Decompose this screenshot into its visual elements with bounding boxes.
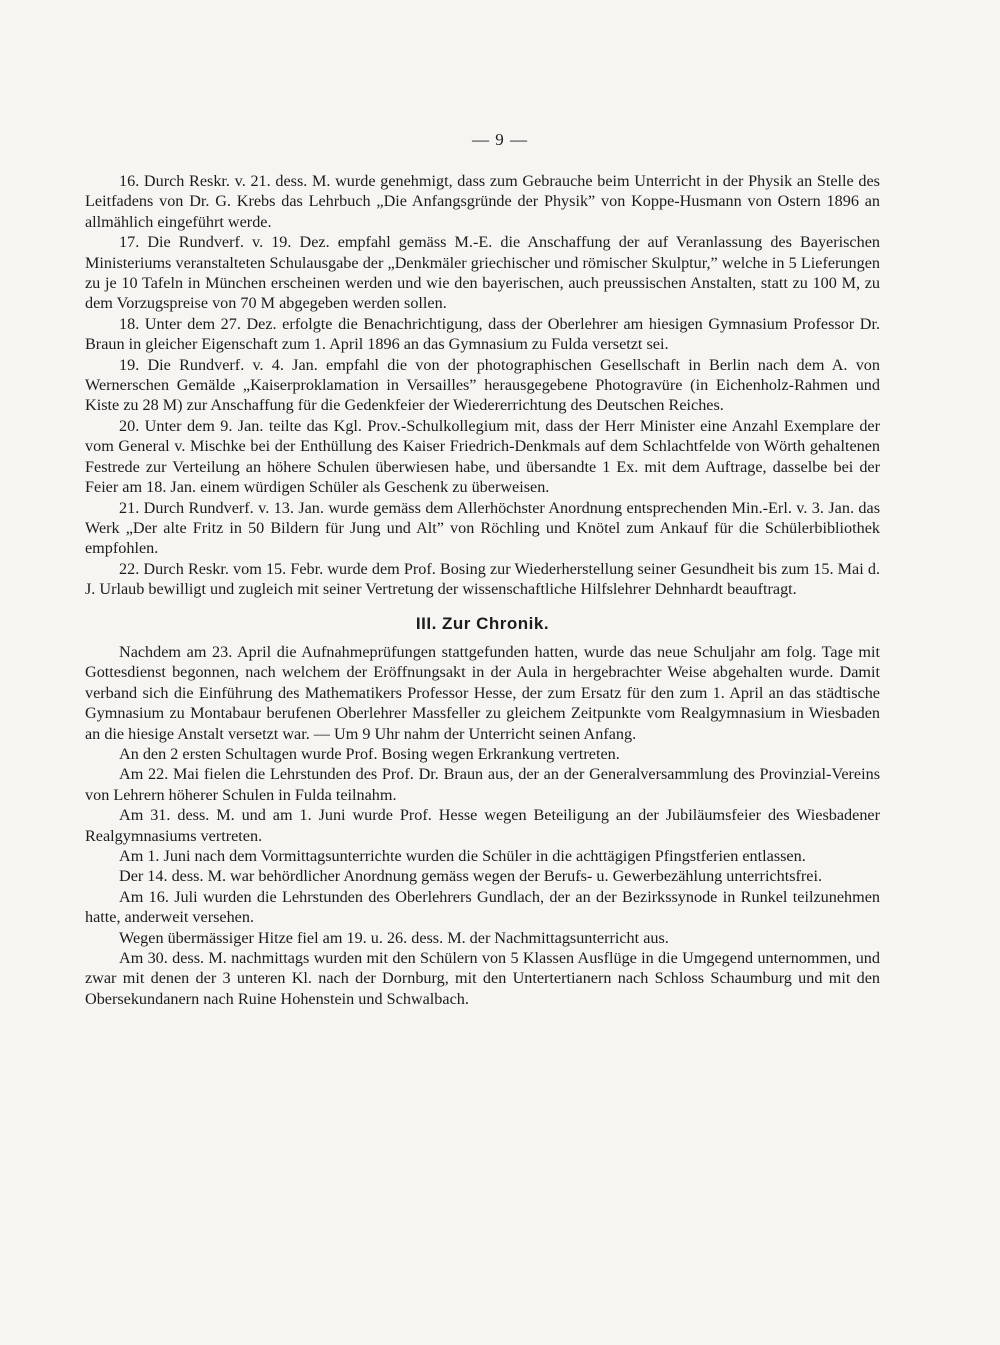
chronik-paragraph: An den 2 ersten Schultagen wurde Prof. Bosing wegen Erkrankung vertreten. [119, 744, 620, 763]
paragraph-21: 21. Durch Rundverf. v. 13. Jan. wurde gemäss dem Allerhöchster Anordnung entsprechenden Min.-Erl. v. 3. Jan. das Werk „Der alte Fritz in 50 Bildern für Jung und Alt” von Röchling und Knötel zum Ankauf für die Schülerbibliothek empfohlen. [85, 498, 880, 558]
chronik-paragraph: Am 22. Mai fielen die Lehrstunden des Prof. Dr. Braun aus, der an der Generalversammlung des Provinzial-Vereins von Lehrern höherer Schulen in Fulda teilnahm. [85, 765, 880, 804]
section-heading-chronik: III. Zur Chronik. [415, 613, 550, 633]
chronik-paragraph: Der 14. dess. M. war behördlicher Anordnung gemäss wegen der Berufs- u. Gewerbezählung unterrichtsfrei. [119, 867, 823, 886]
chronik-paragraph: Wegen übermässiger Hitze fiel am 19. u. 26. dess. M. der Nachmittagsunterricht aus. [119, 928, 669, 947]
section-regulations [85, 171, 880, 600]
paragraph-20: 20. Unter dem 9. Jan. teilte das Kgl. Prov.-Schulkollegium mit, dass der Herr Minister eine Anzahl Exemplare der vom General v. Mischke bei der Enthüllung des Kaiser Friedrich-Denkmals auf dem Schlachtfelde von Wörth gehaltenen Festrede zur Verteilung an höhere Schulen überwiesen habe, und übersandte 1 Ex. mit dem Auftrage, dasselbe bei der Feier am 18. Jan. einem würdigen Schüler als Geschenk zu überweisen. [85, 416, 880, 497]
chronik-paragraph: Nachdem am 23. April die Aufnahmeprüfungen stattgefunden hatten, wurde das neue Schuljahr am folg. Tage mit Gottesdienst begonnen, nach welchem der Eröffnungsakt in der Aula in hergebrachter Weise abgehalten wurde. Damit verband sich die Einführung des Mathematikers Professor Hesse, der zum Ersatz für den zum 1. April an das städtische Gymnasium zu Montabaur berufenen Oberlehrer Massfeller zu gleichem Zeitpunkte vom Realgymnasium in Wiesbaden an die hiesige Anstalt versetzt war. — Um 9 Uhr nahm der Unterricht seinen Anfang. [85, 642, 880, 743]
page-number: — 9 — [472, 130, 528, 149]
paragraph-22: 22. Durch Reskr. vom 15. Febr. wurde dem Prof. Bosing zur Wiederherstellung seiner Gesundheit bis zum 15. Mai d. J. Urlaub bewilligt und zugleich mit seiner Vertretung der wissenschaftliche Hilfslehrer Dehnhardt beauftragt. [85, 559, 880, 599]
chronik-paragraph: Am 31. dess. M. und am 1. Juni wurde Prof. Hesse wegen Beteiligung an der Jubiläumsfeier des Wiesbadener Realgymnasiums vertreten. [85, 806, 880, 845]
section-chronik [85, 642, 880, 1009]
paragraph-17: 17. Die Rundverf. v. 19. Dez. empfahl gemäss M.-E. die Anschaffung der auf Veranlassung des Bayerischen Ministeriums veranstalteten Schulausgabe der „Denkmäler griechischer und römischer Skulptur,” welche in 5 Lieferungen zu je 10 Tafeln in München erscheinen werden und wie den bayerischen, auch preussischen Anstalten, statt zu 100 M, zu dem Vorzugspreise von 70 M abgegeben werden sollen. [85, 233, 880, 313]
body-text [85, 171, 880, 1009]
chronik-paragraph: Am 16. Juli wurden die Lehrstunden des Oberlehrers Gundlach, der an der Bezirkssynode in Runkel teilzunehmen hatte, anderweit versehen. [85, 887, 880, 927]
chronik-paragraph: Am 1. Juni nach dem Vormittagsunterrichte wurden die Schüler in die achttägigen Pfingstferien entlassen. [119, 847, 806, 865]
chronik-paragraph: Am 30. dess. M. nachmittags wurden mit den Schülern von 5 Klassen Ausflüge in die Umgegend unternommen, und zwar mit denen der 3 unteren Kl. nach der Dornburg, mit den Untertertianern nach Schloss Schaumburg und mit den Obersekundanern nach Ruine Hohenstein und Schwalbach. [85, 949, 880, 1008]
paragraph-18: 18. Unter dem 27. Dez. erfolgte die Benachrichtigung, dass der Oberlehrer am hiesigen Gymnasium Professor Dr. Braun in gleicher Eigenschaft zum 1. April 1896 an das Gymnasium zu Fulda versetzt sei. [85, 314, 880, 354]
paragraph-19: 19. Die Rundverf. v. 4. Jan. empfahl die von der photographischen Gesellschaft in Berlin nach dem A. von Wernerschen Gemälde „Kaiserproklamation in Versailles” herausgegebene Photogravüre (in Eichenholz-Rahmen und Kiste zu 28 M) zur Anschaffung für die Gedenkfeier der Wiedererrichtung des Deutschen Reiches. [85, 355, 880, 415]
paragraph-16: 16. Durch Reskr. v. 21. dess. M. wurde genehmigt, dass zum Gebrauche beim Unterricht in der Physik an Stelle des Leitfadens von Dr. G. Krebs das Lehrbuch „Die Anfangsgründe der Physik” von Koppe-Husmann von Ostern 1896 an allmählich eingeführt werde. [85, 172, 880, 231]
